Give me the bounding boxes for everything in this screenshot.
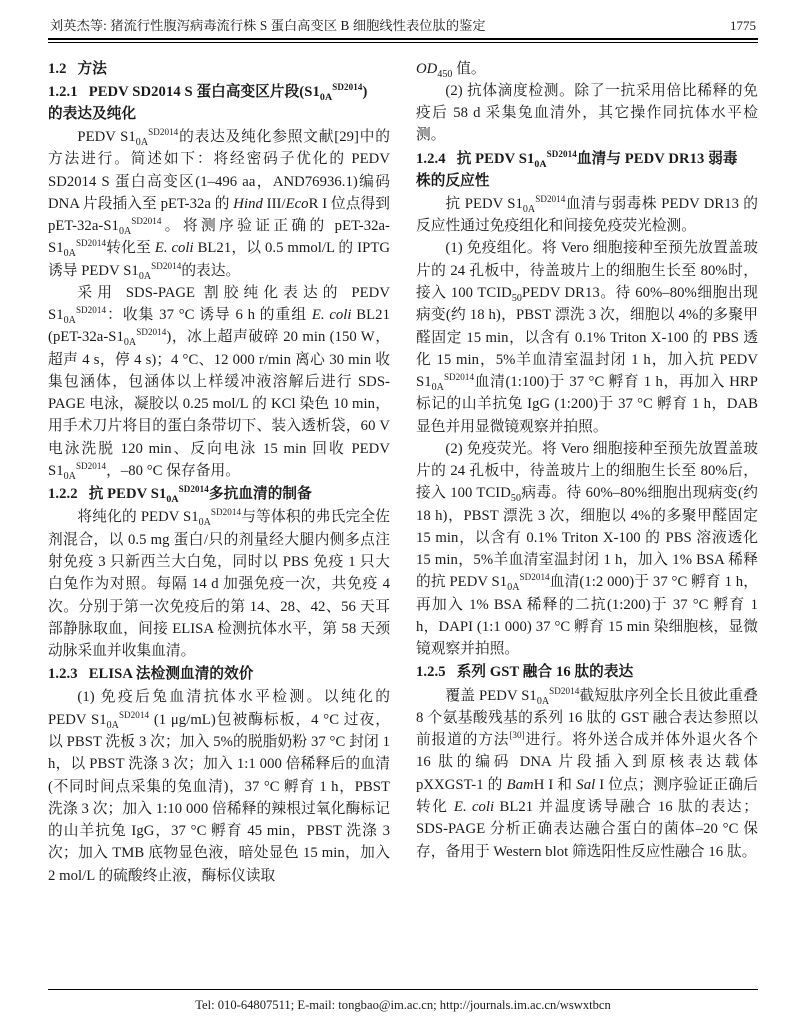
sup-sd2014: SD2014: [75, 238, 107, 249]
italic-od: OD: [416, 60, 438, 77]
italic-bam: Bam: [506, 776, 534, 793]
paragraph-1-2-4-item1: [416, 237, 758, 437]
section-title-1-2-4-b: 血清与 PEDV DR13 弱毒: [576, 150, 738, 167]
para-text: R I 位点得到 pET-32a-S1: [48, 195, 390, 235]
section-title-1-2-1-sub: 0A: [319, 91, 333, 103]
section-number-1-2-2: 1.2.2: [48, 486, 78, 503]
paragraph-1-2-1-b: [48, 282, 390, 482]
paragraph-1-2-1-a: [48, 126, 390, 282]
paragraph-item-2-titre: [416, 80, 758, 147]
para-text: 将纯化的 PEDV S1: [77, 509, 199, 526]
sup-sd2014: SD2014: [75, 305, 107, 316]
sub-0a: 0A: [63, 248, 76, 260]
page-footer: [48, 989, 758, 1015]
section-number-1-2: 1.2: [48, 60, 67, 77]
sub-0a: 0A: [507, 582, 520, 594]
italic-ecoli: E. coli: [453, 798, 495, 815]
sup-sd2014: SD2014: [131, 216, 162, 227]
para-text: 的表达。: [181, 262, 241, 279]
sub-0a: 0A: [166, 494, 179, 506]
para-text: )，冰上超声破碎 20 min (150 W，超声 4 s，停 4 s)；4 °C、12 000 r/min 离心 30 min 收集包涵体，包涵体以上样缓冲液溶解后进行 SDS-PAGE 电泳，凝胶以 0.25 mol/L 的 KCl 染色 10 min，用手术刀片将目的蛋白条带切下、装入透析袋，60 V 电泳洗脱 120 min、反向电泳 15 min 回收 PEDV S1: [48, 329, 390, 479]
paragraph-1-2-4: [416, 193, 758, 238]
section-title-1-2-1-line2: 的表达及纯化: [48, 105, 137, 122]
footer-rule: [48, 989, 758, 990]
para-text: H I 和: [533, 776, 577, 793]
section-number-1-2-3: 1.2.3: [48, 666, 78, 683]
section-title-1-2: 方法: [77, 60, 107, 77]
sub-0a: 0A: [63, 470, 76, 482]
section-number-1-2-5: 1.2.5: [416, 664, 446, 681]
sup-sd2014: SD2014: [549, 685, 580, 696]
sub-0a: 0A: [522, 203, 536, 215]
section-title-1-2-2-b: 多抗血清的制备: [208, 486, 312, 503]
para-text: 血清与弱毒株 PEDV DR13 的反应性通过免疫组化和间接免疫荧光检测。: [416, 195, 758, 235]
sub-0a: 0A: [135, 136, 149, 148]
sup-sd2014: SD2014: [210, 507, 242, 518]
para-text: 覆盖 PEDV S1: [445, 687, 537, 704]
sub-450: 450: [437, 68, 453, 80]
sup-sd2014: SD2014: [178, 484, 209, 495]
para-text: 截短肽序列全长且彼此重叠 8 个氨基酸残基的系列 16 肽的 GST 融合表达参照以前报道的方法: [416, 687, 758, 749]
section-title-1-2-5: 系列 GST 融合 16 肽的表达: [456, 664, 634, 681]
para-text: 值。: [452, 60, 486, 77]
para-text: BL21，以 0.5 mmol/L 的 IPTG 诱导 PEDV S1: [48, 240, 390, 279]
section-number-1-2-1: 1.2.1: [48, 83, 78, 100]
sub-0a: 0A: [431, 381, 444, 393]
para-text: (1) 免疫后兔血清抗体水平检测。以纯化的 PEDV S1: [48, 689, 390, 728]
para-text: I 位点；测序验证正确后转化: [416, 776, 758, 815]
sub-0a: 0A: [123, 337, 137, 349]
sup-sd2014: SD2014: [148, 127, 179, 138]
para-text: ，–80 °C 保存备用。: [106, 463, 240, 479]
paragraph-1-2-5: [416, 685, 758, 863]
sup-sd2014: SD2014: [519, 572, 550, 583]
running-head-title: 刘英杰等: 猪流行性腹泻病毒流行株 S 蛋白高变区 B 细胞线性表位肽的鉴定: [50, 18, 486, 33]
sup-sd2014: SD2014: [75, 461, 107, 472]
para-text: BL21 并温度诱导融合 16 肽的表达；SDS-PAGE 分析正确表达融合蛋白的菌体–20 °C 保存，备用于 Western blot 筛选阳性反应性融合 16 肽。: [416, 798, 758, 860]
para-text: (2) 免疫荧光。将 Vero 细胞接种至预先放置盖玻片的 24 孔板中，待盖玻片上的细胞生长至 80%后，接入 100 TCID: [416, 440, 758, 502]
section-heading-1-2-3: [48, 663, 390, 685]
italic-hind: Hind: [233, 195, 263, 212]
para-text: BL21 (pET-32a-S1: [48, 307, 390, 346]
sub-0a: 0A: [534, 158, 547, 170]
header-rule-thick: [48, 38, 758, 40]
italic-eco: Eco: [285, 195, 309, 212]
running-head: [48, 18, 758, 38]
two-column-body: [48, 58, 758, 960]
para-text: 进行。将外送合成并体外退火各个 16 肽的编码 DNA 片段插入到原核表达载体 pXXGST-1 的: [416, 732, 758, 793]
sub-0a: 0A: [198, 517, 211, 529]
para-text: (2) 抗体滴度检测。除了一抗采用倍比稀释的免疫后 58 d 采集兔血清外，其它操作同抗体水平检测。: [416, 82, 758, 144]
paragraph-1-2-3: [48, 686, 390, 886]
section-heading-1-2-2: [48, 483, 390, 505]
section-title-1-2-4-a: 抗 PEDV S1: [456, 150, 535, 167]
reference-marker-30: [30]: [509, 730, 525, 741]
section-title-1-2-1-part2: ): [362, 83, 368, 100]
para-text: ：收集 37 °C 诱导 6 h 的重组: [106, 307, 312, 324]
left-column: [48, 58, 390, 960]
para-text: 血清(1:2 000)于 37 °C 孵育 1 h，再加入 1% BSA 稀释的二抗(1:200)于 37 °C 孵育 1 h，DAPI (1:1 000) 37 °C 孵育 15 min 染细胞核，显微镜观察并拍照。: [416, 574, 758, 658]
para-text: (1 μg/mL)包被酶标板，4 °C 过夜，以 PBST 洗板 3 次；加入 5%的脱脂奶粉 37 °C 封闭 1 h，以 PBST 洗涤 3 次；加入 1:1 000 倍稀释后的血清(不同时间点采集的兔血清)，37 °C 孵育 1 h，PBST 洗涤 3 次；加入 1:10 000 倍稀释的辣根过氧化酶标记的山羊抗兔 IgG，37 °C 孵育 45 min，PBST 洗涤 3 次；加入 TMB 底物显色液，暗处显色 15 min，加入 2 mol/L 的硫酸终止液，酶标仪读取: [48, 711, 390, 884]
italic-sal: Sal: [576, 776, 596, 793]
sub-50: 50: [510, 493, 521, 505]
para-text: 的表达及纯化参照文献[29]中的方法进行。简述如下：将经密码子优化的 PEDV SD2014 S 蛋白高变区(1–496 aa，AND76936.1)编码 DNA 片段插入至 pET-32a 的: [48, 129, 390, 212]
italic-ecoli: E. coli: [311, 307, 352, 324]
italic-ecoli: E. coli: [154, 240, 194, 257]
sub-0a: 0A: [536, 695, 550, 707]
sub-0a: 0A: [63, 315, 76, 327]
section-heading-1-2: [48, 58, 390, 80]
para-text: 采用 SDS-PAGE 割胶纯化表达的 PEDV S1: [48, 284, 390, 324]
paragraph-continued-od450: [416, 58, 758, 80]
paragraph-1-2-4-item2: [416, 438, 758, 661]
sup-sd2014: SD2014: [136, 327, 167, 338]
sup-sd2014: SD2014: [546, 148, 577, 159]
sub-50: 50: [511, 292, 522, 304]
sub-0a: 0A: [138, 270, 152, 282]
para-text: 抗 PEDV S1: [445, 195, 523, 212]
para-text: 与等体积的弗氏完全佐剂混合，以 0.5 mg 蛋白/只的剂量经大腿内侧多点注射免疫 3 只新西兰大白兔，同时以 PBS 免疫 1 只大白兔作为对照。每隔 14 d 加强免疫一次，共免疫 4 次。分别于第一次免疫后的第 14、28、42、56 天耳部静脉取血，间接 ELISA 检测抗体水平，第 58 天颈动脉采血并收集血清。: [48, 509, 390, 660]
section-number-1-2-4: 1.2.4: [416, 150, 446, 167]
para-text: 血清(1:100)于 37 °C 孵育 1 h，再加入 HRP 标记的山羊抗兔 IgG (1:200)于 37 °C 孵育 1 h，DAB 显色并用显微镜观察并拍照。: [416, 374, 758, 435]
page-number: 1775: [730, 18, 756, 33]
para-text: PEDV S1: [77, 129, 136, 146]
sup-sd2014: SD2014: [118, 709, 150, 720]
para-text: (1) 免疫组化。将 Vero 细胞接种至预先放置盖玻片的 24 孔板中，待盖玻片上的细胞生长至 80%时，接入 100 TCID: [416, 240, 758, 301]
header-rule-thin: [48, 42, 758, 43]
section-title-1-2-4-line2: 株的反应性: [416, 172, 490, 189]
section-title-1-2-3: ELISA 法检测血清的效价: [88, 666, 254, 683]
para-text: 转化至: [106, 240, 155, 257]
section-title-1-2-1-sup: SD2014: [332, 81, 363, 92]
sub-0a: 0A: [106, 719, 119, 731]
footer-contact: Tel: 010-64807511; E-mail: tongbao@im.ac.cn; http://journals.im.ac.cn/wswxtbcn: [195, 998, 611, 1013]
right-column: [416, 58, 758, 960]
para-text: III/: [262, 195, 286, 212]
section-heading-1-2-5: [416, 661, 758, 683]
para-text: 病毒。待 60%–80%细胞出现病变(约 18 h)，PBST 漂洗 3 次，细胞以 4%的多聚甲醛固定 15 min，以含有 0.1% Triton X-100 的 PBS 溶液透化 15 min，5%羊血清室温封闭 1 h，加入 1% BSA 稀释的抗 PEDV S1: [416, 485, 758, 591]
paragraph-1-2-2: [48, 506, 390, 662]
section-title-1-2-2-a: 抗 PEDV S1: [88, 486, 167, 503]
para-text: PEDV DR13。待 60%–80%细胞出现病变(约 18 h)，PBST 漂洗 3 次，细胞以 4%的多聚甲醛固定 15 min，以含有 0.1% Triton X-100 的 PBS 透化 15 min，5%羊血清室温封闭 1 h，加入抗 PEDV S1: [416, 284, 758, 391]
para-text: 。将测序验证正确的 pET-32a-S1: [48, 218, 390, 257]
sup-sd2014: SD2014: [151, 260, 182, 271]
sup-sd2014: SD2014: [443, 372, 475, 383]
section-title-1-2-1-part1: PEDV SD2014 S 蛋白高变区片段(S1: [88, 83, 320, 100]
sup-sd2014: SD2014: [535, 194, 566, 205]
section-heading-1-2-4: [416, 148, 758, 192]
section-heading-1-2-1: [48, 81, 390, 125]
sub-0a: 0A: [118, 226, 132, 238]
